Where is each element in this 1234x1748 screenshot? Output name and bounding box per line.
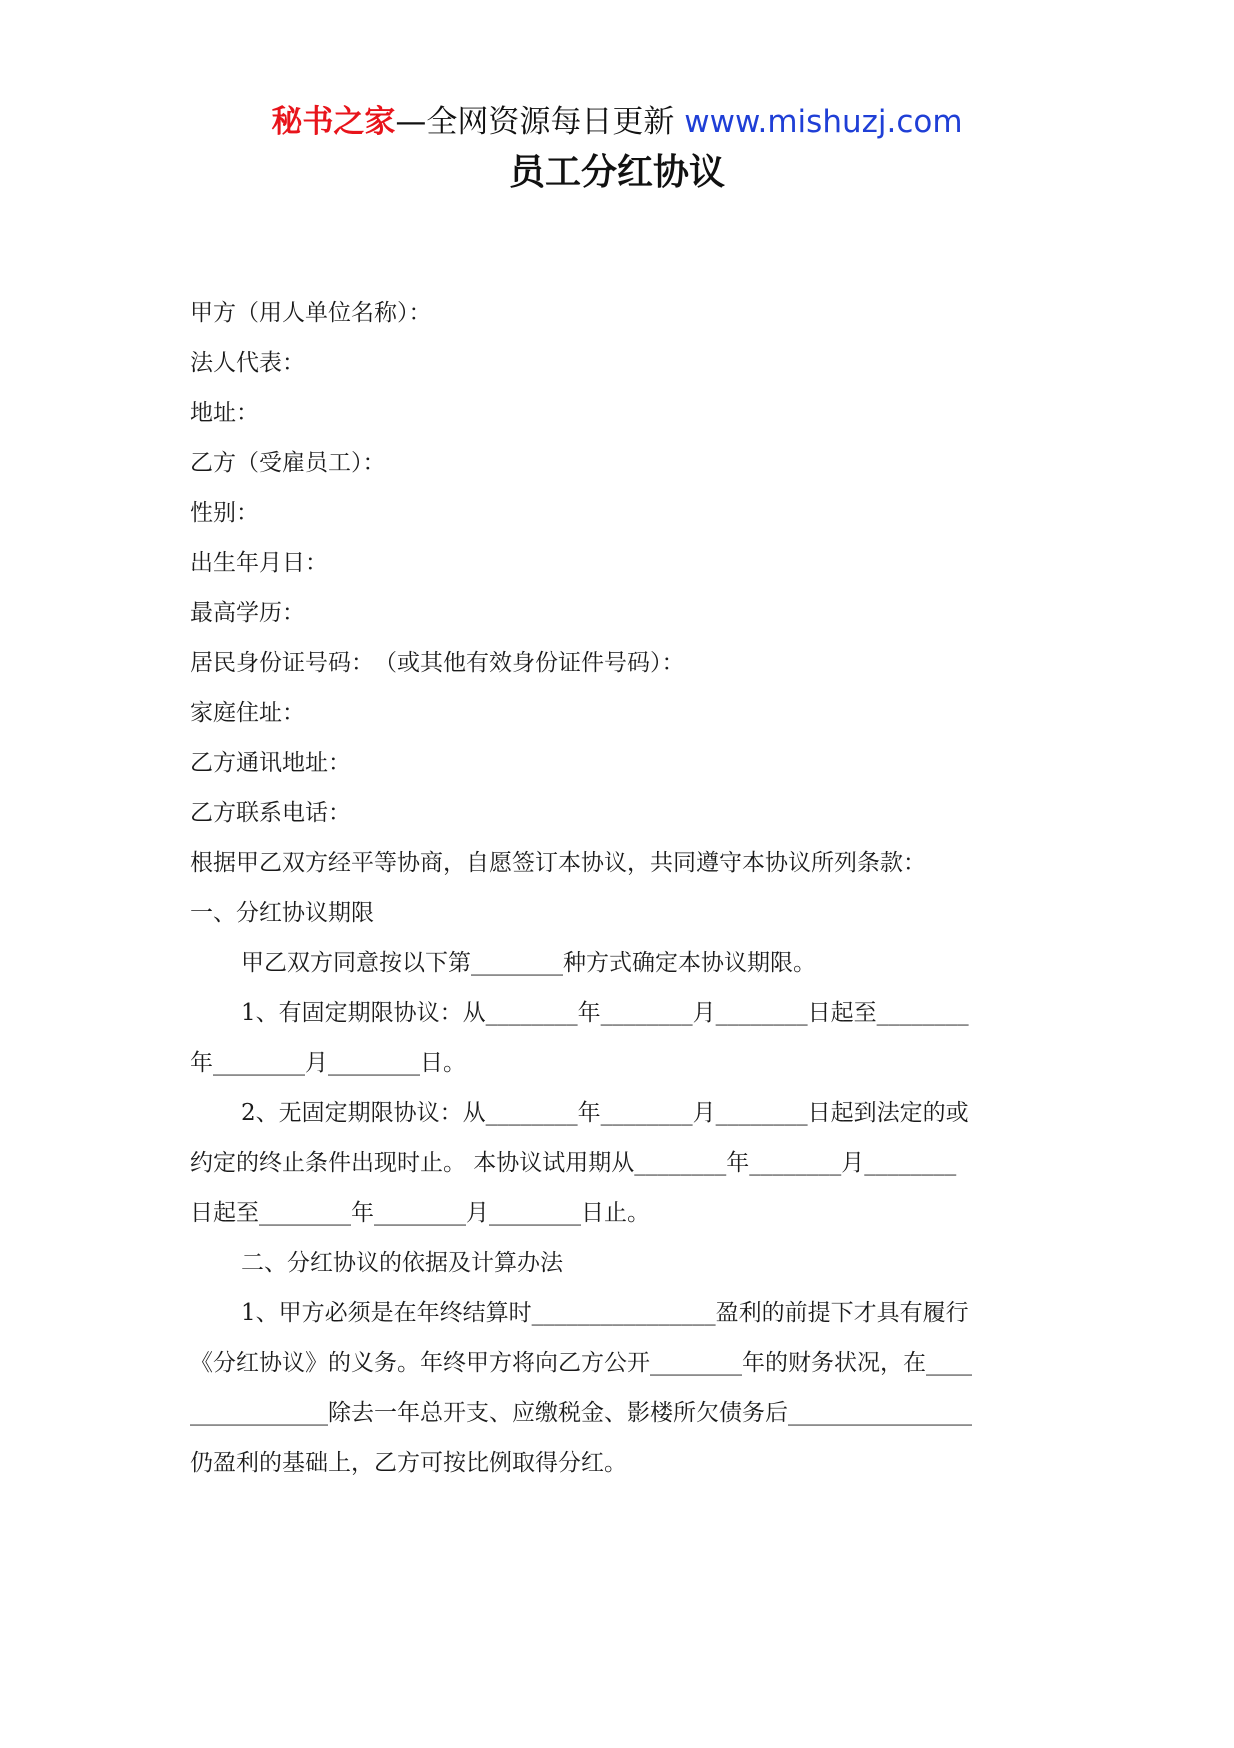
section-1-line: 日起至________年________月________日止。 (190, 1200, 650, 1226)
header-tagline: —全网资源每日更新 (395, 104, 685, 140)
section-1-line: 年________月________日。 (190, 1050, 466, 1076)
site-header (0, 100, 1234, 144)
field-party-a-name: 甲方（用人单位名称）： (190, 300, 432, 326)
field-education: 最高学历： (190, 600, 305, 626)
field-mailing-address: 乙方通讯地址： (190, 750, 351, 776)
field-party-b: 乙方（受雇员工）： (190, 450, 386, 476)
section-2-line: 1、甲方必须是在年终结算时________________盈利的前提下才具有履行 (241, 1300, 969, 1326)
section-1-line: 甲乙双方同意按以下第________种方式确定本协议期限。 (241, 950, 816, 976)
field-phone: 乙方联系电话： (190, 800, 351, 826)
field-legal-representative: 法人代表： (190, 350, 305, 376)
section-1-line: 1、有固定期限协议：从________年________月________日起至________ (241, 1000, 969, 1026)
section-2-heading: 二、分红协议的依据及计算办法 (241, 1250, 563, 1276)
section-1-heading: 一、分红协议期限 (190, 900, 374, 926)
field-gender: 性别： (190, 500, 259, 526)
section-1-line: 约定的终止条件出现时止。 本协议试用期从________年________月________ (190, 1150, 957, 1176)
section-2-line: 《分红协议》的义务。年终甲方将向乙方公开________年的财务状况，在____ (190, 1350, 972, 1376)
field-home-address: 家庭住址： (190, 700, 305, 726)
field-address: 地址： (190, 400, 259, 426)
field-id-number: 居民身份证号码： （或其他有效身份证件号码）： (190, 650, 685, 676)
preamble: 根据甲乙双方经平等协商，自愿签订本协议，共同遵守本协议所列条款： (190, 850, 926, 876)
field-birth-date: 出生年月日： (190, 550, 328, 576)
site-url-link[interactable]: www.mishuzj.com (684, 104, 963, 140)
section-2-line: 仍盈利的基础上，乙方可按比例取得分红。 (190, 1450, 627, 1476)
brand-name: 秘书之家 (271, 104, 396, 140)
document-title: 员工分红协议 (508, 152, 725, 193)
section-2-line: ____________除去一年总开支、应缴税金、影楼所欠债务后________________ (190, 1400, 972, 1426)
section-1-line: 2、无固定期限协议：从________年________月________日起到法定的或 (241, 1100, 969, 1126)
